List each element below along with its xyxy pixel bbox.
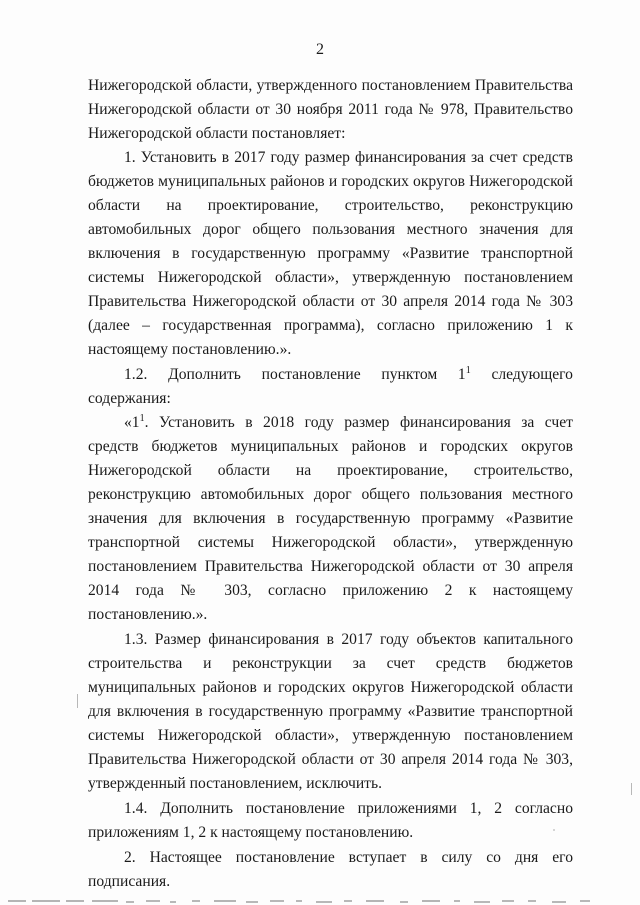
paragraph-item-1: 1. Установить в 2017 году размер финансирования за счет средств бюджетов муниципальных районов и городских округов Нижегородской области на проектирование, строительство, реконструкцию автомобильных дорог общего пользования местного значения для включения в государственную программу «Развитие транспортной системы Нижегородской области», утвержденную постановлением Правительства Нижегородской области от 30 апреля 2014 года № 303 (далее – государственная программа), согласно приложению 1 к настоящему постановлению.». bbox=[88, 149, 573, 358]
scan-mark-right bbox=[631, 783, 632, 795]
superscript-1: 1 bbox=[139, 412, 145, 424]
paragraph-intro: Нижегородской области, утвержденного постановлением Правительства Нижегородской области от 30 ноября 2011 года № 978, Правительство Нижегородской области постановляет: bbox=[88, 77, 573, 142]
document-body bbox=[88, 74, 573, 894]
paragraph-item-2: 2. Настоящее постановление вступает в силу со дня его подписания. bbox=[88, 849, 573, 890]
page-number: 2 bbox=[316, 41, 324, 58]
superscript-1: 1 bbox=[465, 364, 471, 376]
scan-speck bbox=[553, 829, 555, 831]
footer-noise-graphic bbox=[0, 897, 640, 905]
scan-footer-noise bbox=[0, 897, 640, 905]
paragraph-item-1-1-suffix: . Установить в 2018 году размер финансирования за счет средств бюджетов муниципальных районов и городских округов Нижегородской области на проектирование, строительство, реконструкцию автомобильных дорог общего пользования местного значения для включения в государственную программу «Развитие транспортной системы Нижегородской области», утвержденную постановлением Правительства Нижегородской области от 30 апреля 2014 года № 303, согласно приложению 2 к настоящему постановлению.». bbox=[88, 414, 573, 623]
paragraph-item-1-2-suffix: следующего содержания: bbox=[88, 366, 573, 407]
paragraph-item-1-2-prefix: 1.2. Дополнить постановление пунктом 1 bbox=[124, 366, 466, 383]
paragraph-item-1-1 bbox=[88, 411, 573, 627]
paragraph-item-1-4: 1.4. Дополнить постановление приложениями 1, 2 согласно приложениям 1, 2 к настоящему постановлению. bbox=[88, 800, 573, 841]
paragraph-item-1-3: 1.3. Размер финансирования в 2017 году объектов капитального строительства и реконструкции за счет средств бюджетов муниципальных районов и городских округов Нижегородской области для включения в государственную программу «Развитие транспортной системы Нижегородской области», утвержденную постановлением Правительства Нижегородской области от 30 апреля 2014 года № 303, утвержденный постановлением, исключить. bbox=[88, 631, 573, 792]
paragraph-item-1-1-prefix: «1 bbox=[124, 414, 140, 431]
paragraph-item-1-2 bbox=[88, 363, 573, 411]
scan-mark-left bbox=[77, 694, 78, 708]
